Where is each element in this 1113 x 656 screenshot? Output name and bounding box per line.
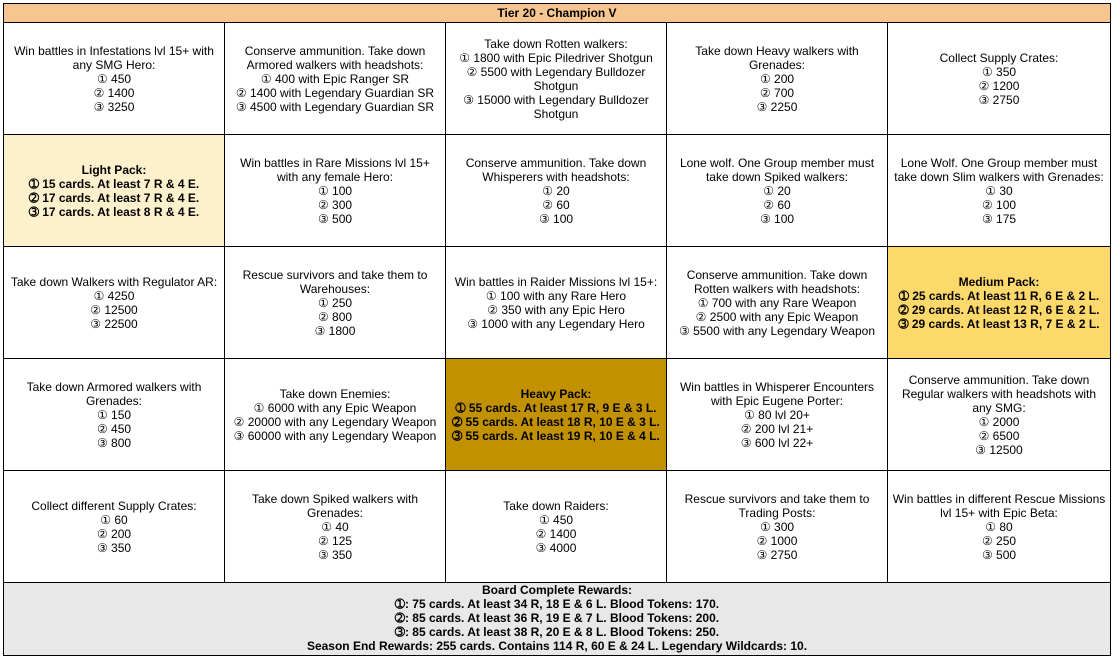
- cell-description: Win battles in different Rescue Missions lvl 15+ with Epic Beta:: [892, 491, 1106, 520]
- cell-tier-line: ③ 1800: [314, 323, 356, 338]
- cell-description: Take down Rotten walkers:: [484, 36, 628, 51]
- cell-tier-line: ① 400 with Epic Ranger SR: [260, 71, 410, 86]
- cell-tier-line: ③ 500: [317, 211, 353, 226]
- cell-tier-line: ③ 60000 with any Legendary Weapon: [233, 428, 437, 443]
- challenge-cell: [4, 471, 225, 583]
- cell-tier-line: ② 300: [317, 197, 353, 212]
- cell-tier-line: ① 80 lvl 20+: [744, 407, 810, 422]
- cell-description: Take down Raiders:: [503, 498, 609, 513]
- cell-tier-line: ② 12500: [90, 302, 138, 317]
- cell-tier-line: ① 450: [538, 512, 574, 527]
- cell-tier-line: ③ 2750: [978, 92, 1020, 107]
- challenge-cell: [446, 23, 667, 135]
- cell-tier-line: ➀ 25 cards. At least 11 R, 6 E & 2 L.: [898, 288, 1100, 303]
- cell-tier-line: ① 350: [981, 64, 1017, 79]
- cell-tier-line: ② 250: [981, 533, 1017, 548]
- cell-tier-line: ① 1800 with Epic Piledriver Shotgun: [459, 50, 653, 65]
- cell-tier-line: ② 60: [763, 197, 791, 212]
- cell-tier-line: ➀ 55 cards. At least 17 R, 9 E & 3 L.: [455, 400, 657, 415]
- cell-tier-line: ② 100: [981, 197, 1017, 212]
- cell-tier-line: ③ 100: [538, 211, 574, 226]
- cell-description: Take down Enemies:: [279, 386, 391, 401]
- cell-description: Win battles in Whisperer Encounters with Epic Eugene Porter:: [679, 379, 875, 408]
- cell-tier-line: ➂ 29 cards. At least 13 R, 7 E & 2 L.: [898, 316, 1100, 331]
- challenge-cell: [667, 359, 888, 471]
- cell-tier-line: ➁ 55 cards. At least 18 R, 10 E & 3 L.: [452, 414, 660, 429]
- cell-tier-line: ➁ 17 cards. At least 7 R & 4 E.: [28, 190, 200, 205]
- cell-description: Medium Pack:: [958, 274, 1040, 289]
- cell-tier-line: ① 20: [763, 183, 791, 198]
- cell-tier-line: ① 200: [759, 71, 795, 86]
- cell-description: Conserve ammunition. Take down Regular walkers with headshots with any SMG:: [901, 372, 1097, 415]
- cell-tier-line: ① 6000 with any Epic Weapon: [253, 400, 417, 415]
- footer-reward-line: ➂: 85 cards. At least 38 R, 20 E & 8 L. Blood Tokens: 250.: [394, 625, 720, 639]
- cell-tier-line: ② 1200: [978, 78, 1020, 93]
- cell-tier-line: ③ 15000 with Legendary Bulldozer Shotgun: [463, 92, 649, 121]
- cell-tier-line: ① 2000: [978, 414, 1020, 429]
- cell-tier-line: ① 4250: [93, 288, 135, 303]
- challenge-cell: [4, 247, 225, 359]
- cell-description: Collect Supply Crates:: [939, 50, 1059, 65]
- cell-tier-line: ① 60: [100, 512, 128, 527]
- challenge-cell: [225, 359, 446, 471]
- cell-tier-line: ③ 5500 with any Legendary Weapon: [678, 323, 875, 338]
- cell-tier-line: ➂ 55 cards. At least 19 R, 10 E & 4 L.: [452, 428, 660, 443]
- challenge-grid: [4, 23, 1110, 583]
- challenge-cell: [667, 471, 888, 583]
- board-complete-rewards: [4, 583, 1110, 655]
- cell-tier-line: ③ 100: [759, 211, 795, 226]
- challenge-cell: [225, 247, 446, 359]
- cell-description: Lone wolf. One Group member must take down Spiked walkers:: [679, 155, 875, 184]
- challenge-cell: [4, 23, 225, 135]
- cell-tier-line: ② 200: [96, 526, 132, 541]
- medium-pack-cell: [888, 247, 1110, 359]
- tier-title: Tier 20 - Champion V: [4, 4, 1110, 23]
- challenge-cell: [446, 135, 667, 247]
- cell-description: Collect different Supply Crates:: [31, 498, 197, 513]
- cell-description: Take down Spiked walkers with Grenades:: [251, 491, 419, 520]
- tier-board: [3, 3, 1111, 656]
- cell-tier-line: ② 125: [317, 533, 353, 548]
- cell-tier-line: ① 450: [96, 71, 132, 86]
- footer-reward-line: ➀: 75 cards. At least 34 R, 18 E & 6 L. Blood Tokens: 170.: [394, 597, 720, 611]
- cell-tier-line: ① 40: [321, 519, 349, 534]
- cell-tier-line: ① 150: [96, 407, 132, 422]
- cell-tier-line: ➁ 29 cards. At least 12 R, 6 E & 2 L.: [898, 302, 1100, 317]
- challenge-cell: [225, 135, 446, 247]
- challenge-cell: [667, 135, 888, 247]
- cell-tier-line: ① 700 with any Rare Weapon: [697, 295, 857, 310]
- cell-tier-line: ② 200 lvl 21+: [740, 421, 814, 436]
- cell-tier-line: ③ 800: [96, 435, 132, 450]
- cell-tier-line: ② 700: [759, 85, 795, 100]
- challenge-cell: [667, 247, 888, 359]
- challenge-cell: [888, 359, 1110, 471]
- cell-tier-line: ③ 500: [981, 547, 1017, 562]
- challenge-cell: [225, 471, 446, 583]
- cell-tier-line: ② 20000 with any Legendary Weapon: [233, 414, 437, 429]
- heavy-pack-cell: [446, 359, 667, 471]
- cell-tier-line: ➀ 15 cards. At least 7 R & 4 E.: [28, 176, 200, 191]
- challenge-cell: [225, 23, 446, 135]
- cell-tier-line: ② 1400: [535, 526, 577, 541]
- cell-description: Heavy Pack:: [520, 386, 592, 401]
- cell-tier-line: ③ 600 lvl 22+: [740, 435, 814, 450]
- cell-tier-line: ② 350 with any Epic Hero: [487, 302, 625, 317]
- cell-tier-line: ③ 3250: [93, 99, 135, 114]
- cell-tier-line: ➂ 17 cards. At least 8 R & 4 E.: [28, 204, 200, 219]
- cell-tier-line: ① 80: [985, 519, 1013, 534]
- cell-description: Rescue survivors and take them to Trading Posts:: [684, 491, 870, 520]
- cell-tier-line: ② 5500 with Legendary Bulldozer Shotgun: [466, 64, 646, 93]
- cell-description: Take down Armored walkers with Grenades:: [26, 379, 202, 408]
- challenge-cell: [446, 471, 667, 583]
- cell-tier-line: ① 20: [542, 183, 570, 198]
- cell-description: Win battles in Rare Missions lvl 15+ with any female Hero:: [240, 155, 430, 184]
- cell-tier-line: ③ 22500: [90, 316, 138, 331]
- cell-tier-line: ③ 1000 with any Legendary Hero: [467, 316, 645, 331]
- cell-description: Take down Walkers with Regulator AR:: [10, 274, 218, 289]
- cell-tier-line: ② 1400 with Legendary Guardian SR: [235, 85, 435, 100]
- cell-tier-line: ② 2500 with any Epic Weapon: [695, 309, 859, 324]
- cell-tier-line: ③ 12500: [975, 442, 1023, 457]
- cell-tier-line: ③ 2750: [756, 547, 798, 562]
- challenge-cell: [4, 359, 225, 471]
- footer-reward-line: ➁: 85 cards. At least 36 R, 19 E & 7 L. Blood Tokens: 200.: [394, 611, 720, 625]
- cell-tier-line: ③ 4500 with Legendary Guardian SR: [235, 99, 435, 114]
- cell-tier-line: ① 250: [317, 295, 353, 310]
- cell-description: Lone Wolf. One Group member must take down Slim walkers with Grenades:: [894, 155, 1104, 184]
- footer-reward-line: Season End Rewards: 255 cards. Contains 114 R, 60 E & 24 L. Legendary Wildcards: 10.: [306, 639, 808, 653]
- cell-tier-line: ③ 350: [317, 547, 353, 562]
- cell-tier-line: ② 1400: [93, 85, 135, 100]
- cell-description: Conserve ammunition. Take down Armored walkers with headshots:: [244, 43, 426, 72]
- cell-tier-line: ① 30: [985, 183, 1013, 198]
- cell-tier-line: ② 60: [542, 197, 570, 212]
- challenge-cell: [888, 471, 1110, 583]
- cell-tier-line: ② 6500: [978, 428, 1020, 443]
- light-pack-cell: [4, 135, 225, 247]
- footer-heading: Board Complete Rewards:: [481, 583, 633, 597]
- challenge-cell: [888, 23, 1110, 135]
- cell-description: Conserve ammunition. Take down Rotten walkers with headshots:: [686, 267, 868, 296]
- cell-tier-line: ③ 350: [96, 540, 132, 555]
- cell-tier-line: ② 800: [317, 309, 353, 324]
- cell-tier-line: ① 100 with any Rare Hero: [485, 288, 627, 303]
- cell-description: Rescue survivors and take them to Warehouses:: [242, 267, 428, 296]
- cell-tier-line: ① 300: [759, 519, 795, 534]
- cell-tier-line: ③ 4000: [535, 540, 577, 555]
- cell-description: Conserve ammunition. Take down Whisperers with headshots:: [465, 155, 647, 184]
- challenge-cell: [446, 247, 667, 359]
- cell-tier-line: ① 100: [317, 183, 353, 198]
- challenge-cell: [667, 23, 888, 135]
- cell-tier-line: ② 1000: [756, 533, 798, 548]
- cell-description: Win battles in Raider Missions lvl 15+:: [454, 274, 658, 289]
- cell-tier-line: ③ 2250: [756, 99, 798, 114]
- cell-description: Win battles in Infestations lvl 15+ with any SMG Hero:: [14, 43, 214, 72]
- cell-tier-line: ② 450: [96, 421, 132, 436]
- cell-tier-line: ③ 175: [981, 211, 1017, 226]
- cell-description: Light Pack:: [81, 162, 147, 177]
- cell-description: Take down Heavy walkers with Grenades:: [695, 43, 859, 72]
- challenge-cell: [888, 135, 1110, 247]
